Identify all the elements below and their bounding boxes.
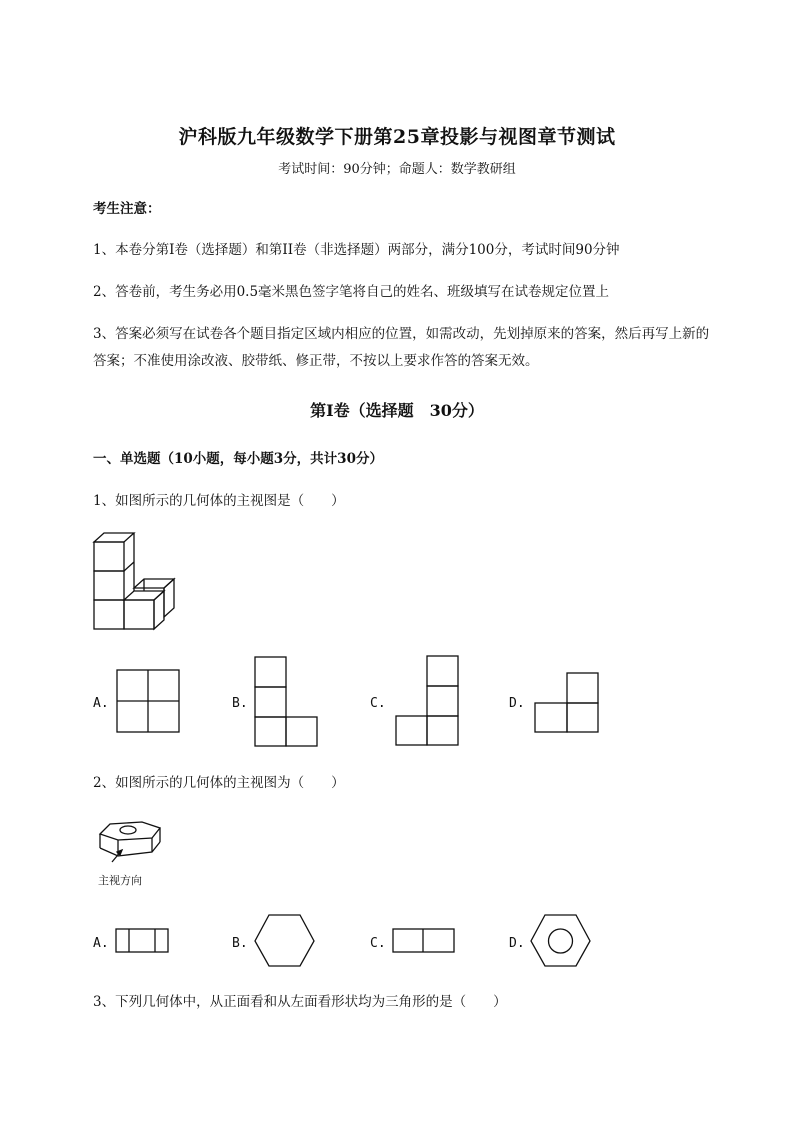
q2-option-c-figure — [392, 928, 456, 954]
page-title: 沪科版九年级数学下册第25章投影与视图章节测试 — [178, 126, 616, 148]
question-2-text: 2、如图所示的几何体的主视图为（ ） — [93, 775, 345, 791]
notice-heading: 考生注意： — [93, 201, 161, 217]
q1-option-c-label[interactable]: C. — [370, 696, 386, 711]
q2-option-d-label[interactable]: D. — [509, 936, 525, 951]
exam-info: 考试时间：90分钟；命题人：数学教研组 — [278, 162, 516, 177]
section-title: 第I卷（选择题 30分） — [310, 401, 484, 420]
q2-option-b-label[interactable]: B. — [232, 936, 248, 951]
q2-option-a-label[interactable]: A. — [93, 936, 109, 951]
q1-option-a-label[interactable]: A. — [93, 696, 109, 711]
view-direction-label: 主视方向 — [98, 874, 142, 887]
q2-option-d-figure — [530, 914, 592, 968]
notice-item-2: 2、答卷前，考生务必用0.5毫米黑色签字笔将自己的姓名、班级填写在试卷规定位置上 — [93, 284, 610, 300]
q1-option-b-label[interactable]: B. — [232, 696, 248, 711]
q2-hex-nut-figure — [96, 818, 166, 862]
q1-option-d-figure — [534, 672, 600, 734]
q1-option-b-figure — [254, 656, 318, 748]
q2-option-b-figure — [254, 914, 316, 968]
question-3-text: 3、下列几何体中，从正面看和从左面看形状均为三角形的是（ ） — [93, 994, 507, 1010]
q1-option-d-label[interactable]: D. — [509, 696, 525, 711]
notice-item-3: 3、答案必须写在试卷各个题目指定区域内相应的位置，如需改动，先划掉原来的答案，然后再写上新的答案；不准使用涂改液、胶带纸、修正带，不按以上要求作答的答案无效。 — [93, 326, 710, 369]
q1-solid-figure — [90, 530, 190, 632]
q1-option-a-figure — [116, 669, 180, 733]
q1-option-c-figure — [395, 655, 459, 747]
q2-option-a-figure — [115, 928, 169, 954]
part-heading: 一、单选题（10小题，每小题3分，共计30分） — [93, 451, 383, 467]
q2-option-c-label[interactable]: C. — [370, 936, 386, 951]
notice-item-1: 1、本卷分第I卷（选择题）和第II卷（非选择题）两部分，满分100分，考试时间90分钟 — [93, 242, 620, 258]
question-1-text: 1、如图所示的几何体的主视图是（ ） — [93, 493, 345, 509]
